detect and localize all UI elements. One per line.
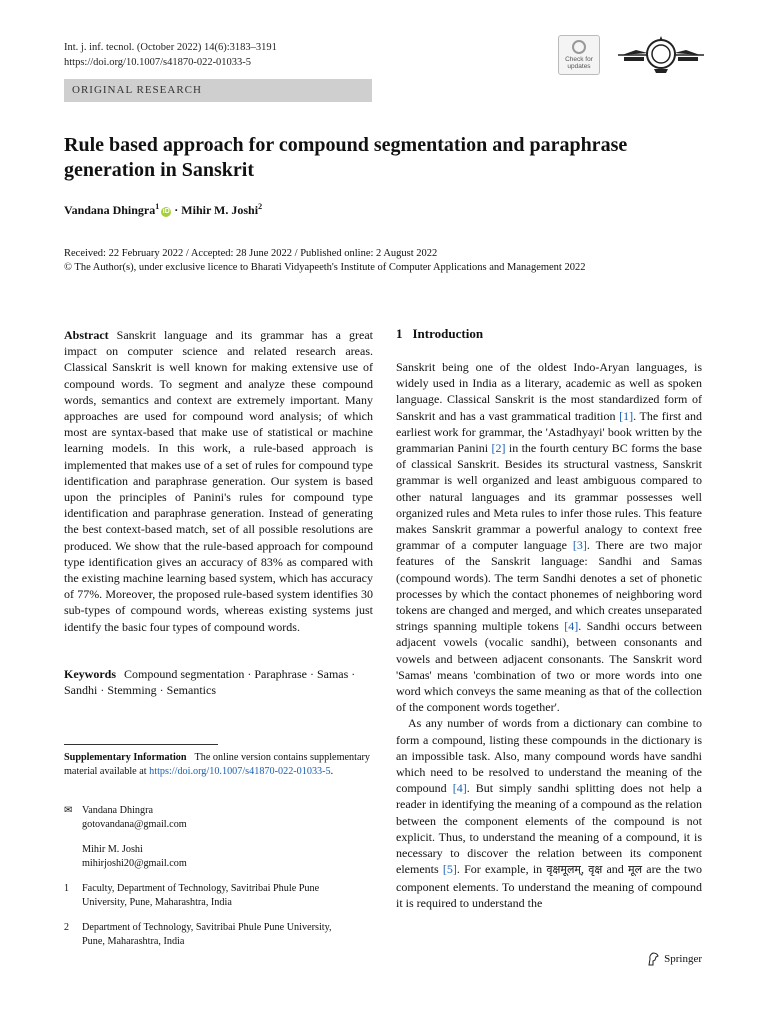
keywords — [64, 666, 373, 698]
supplementary-information — [64, 751, 373, 779]
envelope-icon: ✉ — [64, 805, 73, 816]
citation-link[interactable]: [4] — [564, 619, 579, 634]
text-run: . Sandhi occurs between adjacent vowels (vocalic sandhi), between consonants and vowels and between adjacent consonants. The Sanskrit word 'Samas' means 'combination of two or more words into one word which conveys the same meaning as that of the collection of the component words together'. — [396, 619, 702, 715]
citation-link[interactable]: [4] — [452, 781, 467, 796]
check-updates-icon — [572, 40, 586, 54]
affiliation — [64, 921, 373, 949]
author-list — [64, 202, 262, 218]
springer-horse-icon — [647, 952, 659, 966]
author-affiliation-mark: 2 — [258, 202, 263, 211]
author-name: Mihir M. Joshi — [181, 203, 259, 217]
abstract-text: Sanskrit language and its grammar has a great impact on computer science and related research areas. Classical Sanskrit is well known for making extensive use of compound words. To segment and analyze these compound words, semantics and context are extremely important. Many approaches are used for compound word analysis; of which most are syntax-based that make use of statistical or machine learning models. In this work, a rule-based approach is implemented that makes use of a set of rules for compound type identification and paraphrase generation. Our system is based upon the principles of Panini's rules for compound type identification and paraphrase generation. Instead of generating the best context-based match, set of all possible resolutions are produced. We show that the rule-based approach for compound type identification gives an accuracy of 83% as compared with the existing machine learning based system, which has accuracy of 77%. Moreover, the proposed rule-based system identifies 30 sub-types of compound words, whereas existing systems just identify the basic four types of compound words. — [64, 328, 373, 634]
introduction-body — [396, 359, 702, 911]
text-run: As any number of words from a dictionary can combine to form a compound, listing these compounds in the dictionary is an impossible task. Also, many compound words have sandhi which need to be resolved to understand the meaning of the compound — [396, 716, 702, 796]
journal-doi[interactable]: https://doi.org/10.1007/s41870-022-01033-5 — [64, 57, 252, 68]
text-run: and — [602, 862, 629, 877]
affiliation-number: 2 — [64, 922, 69, 933]
check-updates-line1: Check for — [565, 56, 593, 63]
publication-dates — [64, 247, 704, 275]
devanagari-word: वृक्षमूलम् — [546, 863, 582, 877]
paper-title: Rule based approach for compound segmentation and paraphrase generation in Sanskrit — [64, 134, 628, 181]
journal-info — [64, 40, 277, 70]
section-number: 1 — [396, 326, 403, 341]
devanagari-word: वृक्ष — [588, 863, 603, 877]
devanagari-word: मूल — [628, 863, 643, 877]
affiliation-text: Pune, Maharashtra, India — [82, 936, 185, 947]
contact-email[interactable]: mihirjoshi20@gmail.com — [82, 858, 187, 869]
author-affiliation-mark: 1 — [155, 202, 160, 211]
paragraph — [396, 715, 702, 910]
section-title: Introduction — [412, 326, 484, 341]
affiliation-text: University, Pune, Maharashtra, India — [82, 897, 232, 908]
keywords-text: Compound segmentation · Paraphrase · Samas · Sandhi · Stemming · Semantics — [64, 667, 356, 697]
text-run: . There are two major features of the Sanskrit language: Sandhi and Samas (compound words). The term Sandhi denotes a set of phonetic processes by which the contact phonemes of neighboring word tokens are changed and merged, and which creates unseparated strings spanning multiple tokens — [396, 538, 702, 634]
footnote-divider — [64, 744, 218, 745]
text-run: in the fourth century BC forms the base of classical Sanskrit. Besides its structural vastness, Sanskrit grammar is well organized and least ambiguous compared to other natural languages and its grammar possesses well organized rules and Meta rules to infer those rules. This feature makes Sanskrit grammar a powerful analogy to context free grammar of a computer language — [396, 441, 702, 553]
affiliation-number: 1 — [64, 883, 69, 894]
paragraph — [396, 359, 702, 715]
author-name: Vandana Dhingra — [64, 203, 156, 217]
journal-citation: Int. j. inf. tecnol. (October 2022) 14(6):3183–3191 — [64, 42, 277, 53]
text-run: . For example, in — [456, 862, 547, 877]
affiliation-text: Department of Technology, Savitribai Phule Pune University, — [82, 922, 332, 933]
citation-link[interactable]: [5] — [442, 862, 457, 877]
citation-link[interactable]: [1] — [619, 408, 634, 423]
contact-block — [64, 804, 373, 949]
corresponding-authors — [64, 804, 373, 871]
abstract-label: Abstract — [64, 328, 109, 342]
affiliation — [64, 882, 373, 910]
author-separator: · — [171, 203, 182, 217]
supplementary-label: Supplementary Information — [64, 752, 187, 763]
text-run: Sanskrit being one of the oldest Indo-Aryan languages, is widely used in India as a literary, academic as well as spoken language. Classical Sanskrit is the most standardized form of Sanskrit and has a vast grammatical tradition — [396, 360, 702, 423]
copyright-line: © The Author(s), under exclusive licence to Bharati Vidyapeeth's Institute of Computer Applications and Management 2022 — [64, 262, 586, 273]
citation-link[interactable]: [2] — [491, 441, 506, 456]
text-run: . But simply sandhi splitting does not help a reader in identifying the meaning of a compound as the relation between the component elements of the compound is not explicit. Thus, to understand the meaning of a compound, it is necessary to discover the relation between its component elements — [396, 781, 702, 877]
header-logos — [558, 33, 706, 77]
article-type-banner: ORIGINAL RESEARCH — [64, 79, 372, 102]
bharati-vidyapeeth-seal-logo — [616, 33, 706, 77]
supplementary-link[interactable]: https://doi.org/10.1007/s41870-022-01033-5 — [149, 766, 331, 777]
check-updates-line2: updates — [567, 63, 591, 70]
orcid-icon[interactable]: iD — [162, 208, 170, 215]
text-run: are the two component elements. To understand the meaning of compound it is required to understand the — [396, 862, 703, 910]
check-for-updates-badge[interactable] — [558, 35, 600, 75]
abstract — [64, 327, 373, 635]
contact-email[interactable]: gotovandana@gmail.com — [82, 819, 187, 830]
publisher-name: Springer — [664, 953, 702, 965]
section-heading — [396, 326, 483, 342]
keywords-label: Keywords — [64, 667, 116, 681]
dates-line: Received: 22 February 2022 / Accepted: 28 June 2022 / Published online: 2 August 2022 — [64, 248, 438, 259]
contact-name: Mihir M. Joshi — [82, 844, 143, 855]
supplementary-text: The online version contains supplementary material available at — [64, 752, 370, 777]
citation-link[interactable]: [3] — [572, 538, 587, 553]
affiliation-text: Faculty, Department of Technology, Savitribai Phule Pune — [82, 883, 320, 894]
text-run: . The first and earliest work for grammar, the 'Astadhyayi' book written by the grammarian Panini — [396, 408, 702, 456]
contact-name: Vandana Dhingra — [82, 805, 154, 816]
supplementary-end: . — [330, 766, 334, 777]
publisher-footer — [647, 952, 702, 966]
text-run: , — [581, 862, 589, 877]
